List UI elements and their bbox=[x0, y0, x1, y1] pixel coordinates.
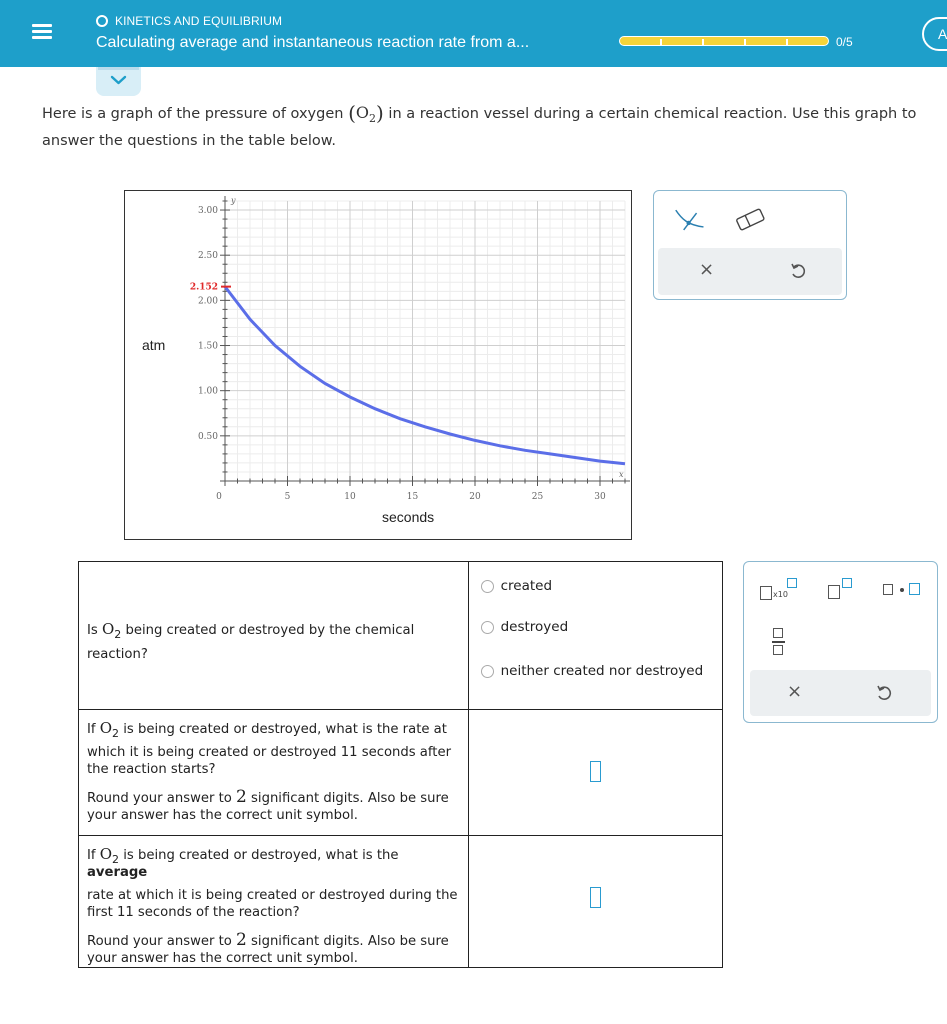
x-tick-label: 25 bbox=[531, 492, 544, 502]
x-tick-label: 0 bbox=[216, 492, 222, 502]
y-unit-label: atm bbox=[142, 337, 166, 353]
undo-icon[interactable] bbox=[789, 262, 807, 280]
curve-tool-icon[interactable] bbox=[676, 210, 704, 230]
table-row bbox=[79, 562, 723, 710]
pressure-graph[interactable] bbox=[125, 191, 633, 541]
question-cell bbox=[79, 710, 469, 836]
graph-tools bbox=[654, 201, 846, 241]
species-symbol: O bbox=[101, 620, 115, 638]
prompt-text-2: in a reaction vessel during a certain chemical reaction. Use this graph to bbox=[383, 106, 917, 122]
fraction-button[interactable] bbox=[772, 626, 786, 658]
x-tick-label: 5 bbox=[284, 492, 291, 502]
topic-label: KINETICS AND EQUILIBRIUM bbox=[115, 14, 283, 28]
species-symbol: O bbox=[355, 103, 370, 122]
x-unit-label: seconds bbox=[382, 509, 435, 525]
graph-actions bbox=[658, 248, 842, 295]
x-axis-symbol: x bbox=[619, 470, 624, 479]
question-table bbox=[78, 561, 723, 968]
y-tick-label: 0.50 bbox=[197, 431, 218, 442]
answer-cell bbox=[468, 836, 722, 968]
chevron-down-icon bbox=[110, 75, 127, 85]
superscript-button[interactable] bbox=[828, 578, 858, 602]
topic-circle-icon bbox=[96, 15, 108, 27]
average-rate-input[interactable] bbox=[590, 887, 601, 908]
page-title: Calculating average and instantaneous reaction rate from a... bbox=[96, 34, 530, 51]
option-created[interactable]: created bbox=[481, 578, 722, 594]
species-subscript: 2 bbox=[369, 112, 377, 125]
question-3-text: If $O_2$ is being created or destroyed, what is the average rate at which it is being created or destroyed during the first 11 seconds of the reaction? Round your answer to 2 significant digits. Also be sure your answer has the correct unit symbol. bbox=[87, 845, 458, 966]
question-2-text: If $O_2$ is being created or destroyed, what is the rate at which it is being created or destroyed 11 seconds after the reaction starts? Round your answer to 2 significant digits. Also be sure your answer has the correct unit symbol. bbox=[87, 719, 452, 823]
radio-created[interactable] bbox=[481, 580, 494, 593]
y-tick-label: 3.00 bbox=[197, 206, 218, 217]
clear-graph-button[interactable]: × bbox=[699, 259, 715, 280]
clear-math-button[interactable]: × bbox=[787, 681, 803, 702]
math-input-panel bbox=[743, 561, 938, 723]
topic-line bbox=[96, 14, 282, 28]
y-axis-symbol: y bbox=[231, 196, 236, 205]
question-prompt: Here is a graph of the pressure of oxygen $(O_2)$ in a reaction vessel during a certain chemical reaction. Use this graph to answer the questions in the table below. bbox=[42, 101, 917, 149]
table-row bbox=[79, 836, 723, 968]
option-destroyed[interactable]: destroyed bbox=[481, 619, 722, 635]
graph-frame bbox=[124, 190, 632, 540]
math-actions bbox=[750, 670, 931, 716]
question-cell bbox=[79, 836, 469, 968]
x10-label: x10 bbox=[773, 590, 788, 599]
instantaneous-rate-input[interactable] bbox=[590, 761, 601, 782]
x-tick-label: 15 bbox=[406, 492, 419, 502]
radio-destroyed[interactable] bbox=[481, 621, 494, 634]
undo-icon[interactable] bbox=[875, 684, 893, 702]
question-cell bbox=[79, 562, 469, 710]
answer-cell bbox=[468, 562, 722, 710]
prompt-text-3: answer the questions in the table below. bbox=[42, 133, 336, 149]
graph-tool-panel bbox=[653, 190, 847, 300]
y-tick-label: 1.50 bbox=[197, 341, 218, 352]
oxygen-formula bbox=[355, 103, 377, 125]
x-tick-label: 10 bbox=[344, 492, 356, 502]
eraser-icon[interactable] bbox=[736, 209, 764, 231]
collapse-toggle[interactable] bbox=[96, 67, 141, 96]
question-1-text: Is $O_2$ being created or destroyed by the chemical reaction? bbox=[87, 620, 415, 662]
highlight-label: 2.152 bbox=[189, 282, 218, 293]
option-neither[interactable]: neither created nor destroyed bbox=[481, 663, 722, 679]
menu-icon[interactable] bbox=[30, 20, 56, 44]
prompt-text-1: Here is a graph of the pressure of oxygen bbox=[42, 106, 349, 122]
x-tick-label: 30 bbox=[594, 492, 606, 502]
x-tick-label: 20 bbox=[469, 492, 481, 502]
table-row bbox=[79, 710, 723, 836]
multiply-dot-button[interactable] bbox=[883, 582, 923, 598]
radio-neither[interactable] bbox=[481, 665, 494, 678]
y-tick-label: 2.50 bbox=[197, 251, 218, 262]
y-tick-label: 2.00 bbox=[197, 296, 218, 307]
score-counter: 0/5 bbox=[836, 35, 853, 49]
y-tick-label: 1.00 bbox=[197, 386, 218, 397]
top-bar bbox=[0, 0, 947, 67]
scientific-notation-button[interactable] bbox=[760, 578, 804, 602]
answer-cell bbox=[468, 710, 722, 836]
progress-bar bbox=[619, 36, 829, 46]
avatar-button[interactable]: A bbox=[922, 17, 947, 51]
